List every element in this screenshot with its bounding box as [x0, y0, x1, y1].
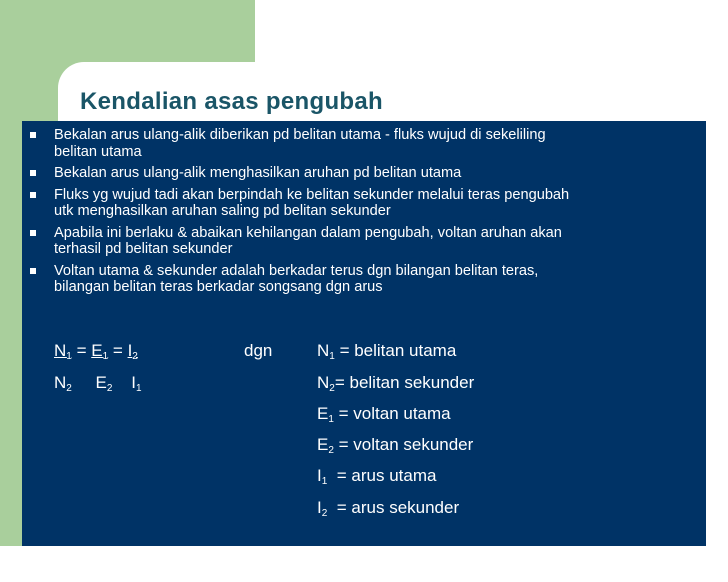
bullet-square-icon [30, 230, 36, 236]
eq-e1: $E_1$ [91, 341, 109, 362]
legend-item-n1: $N_1$ = belitan utama [317, 341, 457, 362]
bullet-text-line: terhasil pd belitan sekunder [54, 241, 233, 257]
bullet-text-line: utk menghasilkan aruhan saling pd belitan sekunder [54, 203, 391, 219]
eq-sign: = [76, 341, 87, 360]
eq-i2: $I_2$ [127, 341, 138, 362]
bullet-item [22, 165, 706, 182]
bullet-square-icon [30, 192, 36, 198]
bullet-text-line: bilangan belitan teras berkadar songsang dgn arus [54, 279, 383, 295]
bullet-item [22, 263, 706, 296]
bullet-text-line: Apabila ini berlaku & abaikan kehilangan dalam pengubah, voltan aruhan akan [54, 224, 562, 241]
bullet-text-line: Fluks yg wujud tadi akan berpindah ke belitan sekunder melalui teras pengubah [54, 186, 570, 203]
bullet-item [22, 187, 706, 220]
content-panel [22, 121, 706, 546]
eq-i1: $I_1$ [131, 373, 142, 394]
equation-denominator [54, 373, 142, 394]
bullet-square-icon [30, 132, 36, 138]
legend-item-e2: $E_2 = voltan$ sekunder [317, 435, 474, 456]
equation-numerator [54, 341, 138, 362]
bullet-square-icon [30, 268, 36, 274]
bullet-text-line: Bekalan arus ulang-alik menghasilkan aruhan pd belitan utama [54, 165, 462, 181]
bullet-item [22, 127, 706, 160]
bullet-item [22, 225, 706, 258]
eq-n2: $N_2$ [54, 373, 72, 394]
legend-item-i1: $I_1$ = arus utama [317, 466, 437, 487]
legend-item-n2: $N_2=$ belitan sekunder [317, 373, 475, 394]
legend-item-e1: $E_1 = voltan$ utama [317, 404, 451, 425]
eq-n1: $N_1$ [54, 341, 72, 362]
eq-e2: $E_2$ [95, 373, 113, 394]
bullet-text-line: belitan utama [54, 143, 142, 160]
bullet-list [22, 127, 706, 301]
bullet-square-icon [30, 170, 36, 176]
slide-title: Kendalian asas pengubah [80, 88, 383, 115]
bullet-text-line: Bekalan arus ulang-alik diberikan pd belitan utama - fluks wujud di sekeliling [54, 127, 546, 143]
equation-dgn: dgn [244, 341, 273, 360]
eq-sign: = [112, 341, 123, 360]
bullet-text-line: Voltan utama & sekunder adalah berkadar terus dgn bilangan belitan teras, [54, 262, 539, 279]
legend-item-i2: $I_2$ = arus sekunder [317, 498, 460, 519]
